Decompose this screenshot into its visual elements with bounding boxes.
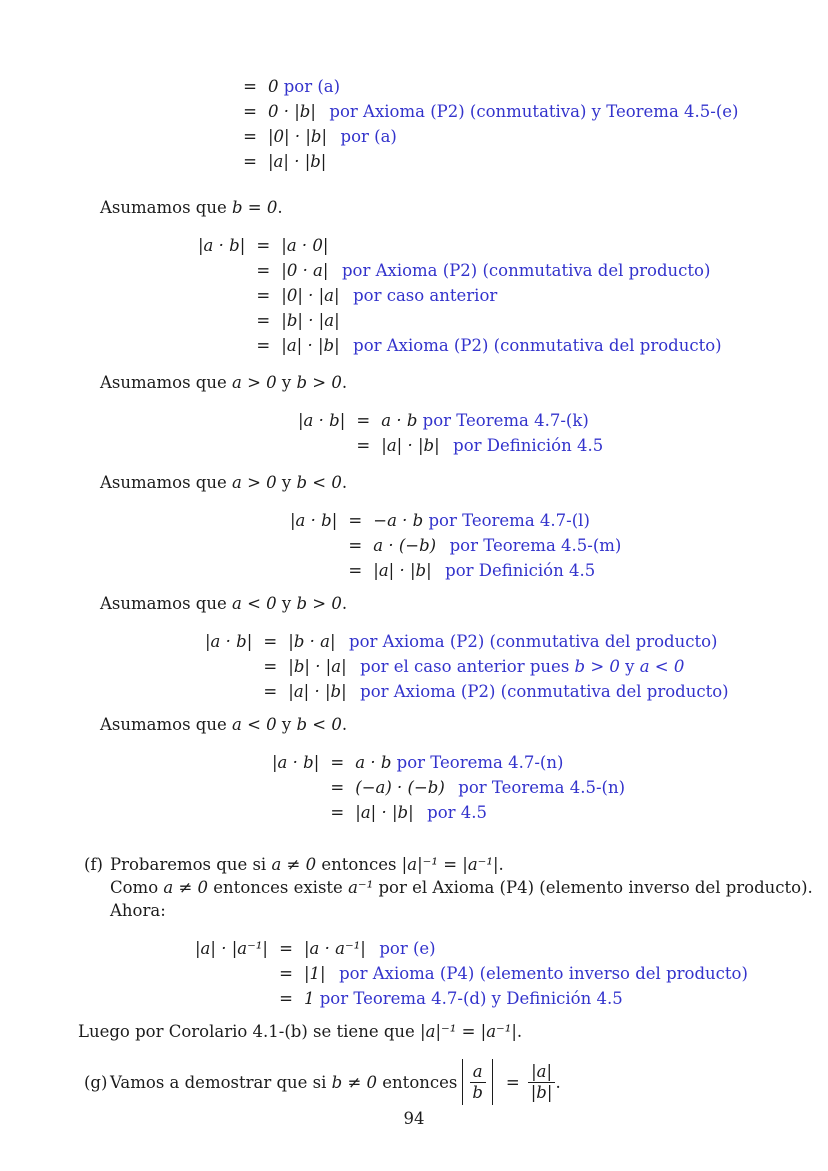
text-segment: por Teorema 4.7-(d) y Definición 4.5	[314, 989, 623, 1008]
equation-rhs	[288, 679, 728, 704]
equation-rhs	[281, 333, 721, 358]
equation-block-pos-neg	[290, 508, 828, 583]
text-segment: Probaremos que si	[110, 855, 272, 874]
denominator: b	[472, 1082, 483, 1102]
equation-block-inverse	[195, 936, 828, 1011]
text-segment: .	[341, 373, 348, 392]
equals-sign: =	[263, 657, 278, 676]
equation-rhs	[268, 124, 738, 149]
text-segment: y	[276, 373, 297, 392]
equation-rhs	[268, 149, 738, 174]
text-segment: por Teorema 4.5-(n)	[444, 778, 626, 797]
text-segment: a · (−b)	[373, 536, 437, 555]
equation-block-neg-pos	[205, 629, 828, 704]
equals-sign: =	[348, 511, 363, 530]
sentence-period: .	[555, 1072, 561, 1092]
equation-lhs: |a · b|	[205, 632, 253, 651]
equation-lhs-spacer	[272, 775, 319, 800]
numerator: a	[470, 1062, 486, 1083]
equation-rhs	[288, 654, 728, 679]
text-segment: Luego por Corolario 4.1-(b) se tiene que	[78, 1022, 421, 1041]
equation-rhs	[304, 986, 748, 1011]
text-segment: |a| · |b|	[373, 561, 432, 580]
text-segment: por el Axioma (P4) (elemento inverso del producto). Ahora:	[110, 878, 813, 920]
text-segment: .	[341, 473, 348, 492]
equation-lhs-spacer	[195, 961, 268, 986]
text-segment: por caso anterior	[339, 286, 498, 305]
text-segment: por (e)	[365, 939, 436, 958]
text-segment: |0| · |a|	[281, 286, 340, 305]
assumption-paragraph-pos-pos	[100, 372, 828, 394]
equation-rhs	[304, 961, 748, 986]
text-segment: por Axioma (P2) (conmutativa del producto)	[346, 682, 729, 701]
text-segment: por Axioma (P2) (conmutativa del producto)	[335, 632, 718, 651]
text-segment: b < 0	[296, 715, 342, 734]
text-segment: a · b	[381, 411, 418, 430]
text-segment: 0 · |b|	[268, 102, 316, 121]
item-g-intro	[110, 1073, 457, 1092]
numerator: |a|	[528, 1062, 555, 1083]
equation-lhs-spacer	[205, 679, 252, 704]
item-f	[84, 853, 828, 922]
equation-lhs-spacer	[198, 283, 245, 308]
equals-sign: =	[256, 311, 271, 330]
equals-sign: =	[279, 964, 293, 983]
text-segment: Asumamos que	[100, 715, 232, 734]
text-segment: y	[619, 657, 640, 676]
item-g-label: (g)	[84, 1072, 108, 1092]
equals-sign: =	[330, 753, 345, 772]
fraction-abs-a-over-abs-b	[528, 1062, 556, 1103]
equals-sign: =	[256, 236, 271, 255]
text-segment: y	[276, 473, 297, 492]
equation-block-continuation	[232, 74, 828, 174]
text-segment: entonces	[316, 855, 402, 874]
text-segment: Vamos a demostrar que si	[110, 1072, 332, 1092]
text-segment: |a| · |b|	[268, 152, 327, 171]
text-segment: |a|⁻¹ = |a⁻¹|	[420, 1022, 517, 1041]
text-segment: por Teorema 4.7-(l)	[423, 511, 590, 530]
text-segment: por Axioma (P4) (elemento inverso del producto)	[325, 964, 748, 983]
equals-sign: =	[348, 536, 363, 555]
text-segment: |b| · |a|	[288, 657, 347, 676]
equation-lhs-spacer	[290, 558, 337, 583]
equation-rhs	[281, 308, 721, 333]
text-segment: Como	[110, 878, 164, 897]
text-segment: |1|	[303, 964, 326, 983]
equals-sign: =	[348, 561, 363, 580]
text-segment: a < 0	[231, 594, 277, 613]
text-segment: Asumamos que	[100, 198, 232, 217]
equation-rhs	[304, 936, 748, 961]
equals-sign: =	[356, 411, 371, 430]
text-segment: por Teorema 4.7-(k)	[417, 411, 589, 430]
equals-sign: =	[263, 682, 278, 701]
text-segment: a < 0	[639, 657, 685, 676]
equation-lhs-spacer	[198, 333, 245, 358]
text-segment: |0 · a|	[281, 261, 329, 280]
equation-lhs-spacer	[195, 986, 268, 1011]
text-segment: por Definición 4.5	[431, 561, 596, 580]
equation-lhs-spacer	[272, 800, 319, 825]
assumption-paragraph-neg-neg	[100, 714, 828, 736]
assumption-paragraph-pos-neg	[100, 472, 828, 494]
abs-fraction-left	[462, 1059, 493, 1106]
text-segment: .	[516, 1022, 523, 1041]
equals-sign: =	[256, 261, 271, 280]
equation-lhs: |a| · |a⁻¹|	[195, 939, 268, 958]
text-segment: |a · 0|	[281, 236, 329, 255]
equation-rhs	[268, 74, 738, 99]
text-segment: por (a)	[327, 127, 397, 146]
equals-sign: =	[243, 127, 257, 146]
fraction-a-over-b	[469, 1062, 486, 1103]
text-segment: |a| · |b|	[281, 336, 340, 355]
text-segment: entonces existe	[208, 878, 349, 897]
equation-lhs-spacer	[298, 433, 345, 458]
page-number: 94	[403, 1109, 425, 1128]
equals-sign: =	[356, 436, 371, 455]
equation-rhs	[281, 233, 721, 258]
text-segment: Asumamos que	[100, 373, 232, 392]
text-segment: a > 0	[231, 373, 277, 392]
text-segment: b < 0	[296, 473, 342, 492]
text-segment: |a · a⁻¹|	[303, 939, 366, 958]
equation-block-pos-pos	[298, 408, 828, 458]
equation-block-neg-neg	[272, 750, 828, 825]
equation-lhs-spacer	[205, 654, 252, 679]
text-segment: a > 0	[231, 473, 277, 492]
equation-rhs	[355, 750, 625, 775]
corollary-line	[78, 1021, 828, 1043]
equation-lhs-spacer	[198, 258, 245, 283]
equation-rhs	[268, 99, 738, 124]
text-segment: .	[341, 594, 348, 613]
text-segment: |a| · |b|	[381, 436, 440, 455]
denominator: |b|	[530, 1082, 553, 1102]
equals-sign: =	[243, 102, 257, 121]
item-f-line-1	[110, 853, 828, 876]
text-segment: .	[498, 855, 504, 874]
text-segment: b = 0	[231, 198, 278, 217]
text-segment: (−a) · (−b)	[355, 778, 445, 797]
equals-sign: =	[330, 803, 345, 822]
equation-rhs	[381, 408, 603, 433]
equation-rhs	[381, 433, 603, 458]
item-g	[84, 1053, 828, 1111]
text-segment: |0| · |b|	[268, 127, 328, 146]
text-segment: por Definición 4.5	[439, 436, 604, 455]
text-segment: por Axioma (P2) (conmutativa) y Teorema 4.5-(e)	[315, 102, 739, 121]
equation-lhs: |a · b|	[272, 753, 320, 772]
equation-block-case-b0	[198, 233, 828, 358]
equals-sign: =	[505, 1072, 520, 1092]
equation-rhs	[355, 800, 625, 825]
equals-sign: =	[330, 778, 345, 797]
text-segment: a ≠ 0	[163, 878, 209, 897]
assumption-paragraph-neg-pos	[100, 593, 828, 615]
equation-rhs	[373, 533, 621, 558]
text-segment: b > 0	[574, 657, 620, 676]
equation-lhs: |a · b|	[198, 236, 246, 255]
text-segment: a < 0	[231, 715, 277, 734]
text-segment: b > 0	[296, 594, 342, 613]
equation-lhs-spacer	[198, 308, 245, 333]
text-segment: b ≠ 0	[331, 1072, 378, 1092]
text-segment: |b| · |a|	[281, 311, 340, 330]
text-segment: 0	[268, 77, 279, 96]
equation-rhs	[281, 258, 721, 283]
equals-sign: =	[256, 286, 271, 305]
equals-sign: =	[243, 77, 257, 96]
equation-lhs: |a · b|	[290, 511, 338, 530]
equation-rhs	[288, 629, 728, 654]
text-segment: por Axioma (P2) (conmutativa del producto)	[339, 336, 722, 355]
text-segment: 1	[303, 989, 315, 1008]
text-segment: a⁻¹	[348, 878, 374, 897]
text-segment: por 4.5	[413, 803, 488, 822]
equals-sign: =	[279, 939, 293, 958]
text-segment: Asumamos que	[100, 473, 232, 492]
text-segment: a ≠ 0	[271, 855, 317, 874]
text-segment: y	[276, 594, 297, 613]
equals-sign: =	[243, 152, 257, 171]
item-f-line-2	[110, 876, 828, 922]
assumption-paragraph-b0	[100, 197, 828, 219]
text-segment: |a| · |b|	[355, 803, 414, 822]
text-segment: a · b	[355, 753, 392, 772]
item-f-label: (f)	[84, 855, 103, 874]
equals-sign: =	[279, 989, 293, 1008]
item-f-body	[110, 853, 828, 922]
equals-sign: =	[256, 336, 271, 355]
text-segment: por Teorema 4.7-(n)	[391, 753, 564, 772]
text-segment: .	[341, 715, 348, 734]
text-segment: |b · a|	[288, 632, 336, 651]
equation-rhs	[281, 283, 721, 308]
text-segment: b > 0	[296, 373, 342, 392]
text-segment: y	[276, 715, 297, 734]
equals-sign: =	[263, 632, 278, 651]
equation-rhs	[373, 558, 621, 583]
text-segment: .	[277, 198, 283, 217]
equation-rhs	[373, 508, 621, 533]
text-segment: |a| · |b|	[288, 682, 347, 701]
text-segment: por (a)	[278, 77, 341, 96]
text-segment: |a|⁻¹ = |a⁻¹|	[401, 855, 499, 874]
text-segment: entonces	[377, 1072, 458, 1092]
text-segment: Asumamos que	[100, 594, 232, 613]
text-segment: −a · b	[373, 511, 424, 530]
text-segment: por el caso anterior pues	[346, 657, 575, 676]
equation-rhs	[355, 775, 625, 800]
text-segment: por Axioma (P2) (conmutativa del producto)	[328, 261, 711, 280]
equation-lhs-spacer	[290, 533, 337, 558]
text-segment: por Teorema 4.5-(m)	[436, 536, 622, 555]
equation-lhs: |a · b|	[298, 411, 346, 430]
